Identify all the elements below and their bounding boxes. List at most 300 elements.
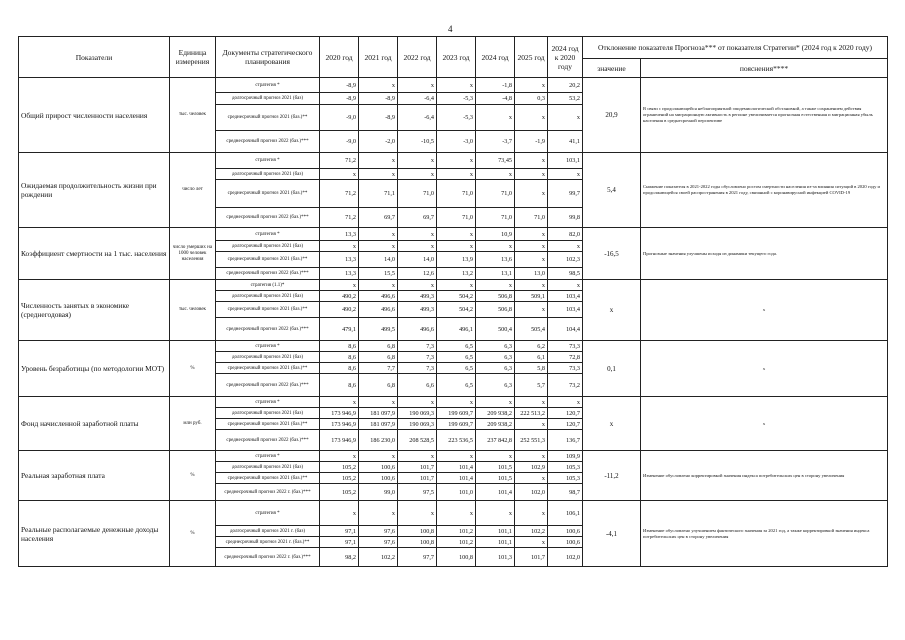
- year-value-cell: 252 551,3: [515, 430, 548, 451]
- document-name: среднесрочный прогноз 2021 (баз.)**: [216, 473, 320, 484]
- year-value-cell: 6,3: [476, 352, 515, 363]
- year-value-cell: 12,6: [398, 268, 437, 280]
- year-value-cell: 69,7: [398, 208, 437, 228]
- year-value-cell: -4,8: [476, 93, 515, 105]
- year-value-cell: 186 230,0: [359, 430, 398, 451]
- year-value-cell: 73,45: [476, 153, 515, 169]
- year-value-cell: 102,2: [515, 526, 548, 537]
- header-2024-to-2020: 2024 год к 2020 году: [548, 37, 583, 78]
- ratio-2024-2020-cell: 102,3: [548, 252, 583, 268]
- document-name: стратегия (1.1)*: [216, 280, 320, 291]
- ratio-2024-2020-cell: x: [548, 241, 583, 252]
- ratio-2024-2020-cell: 103,1: [548, 153, 583, 169]
- header-year-2023: 2023 год: [437, 37, 476, 78]
- year-value-cell: 102,0: [515, 484, 548, 501]
- year-value-cell: 101,2: [437, 526, 476, 537]
- year-value-cell: x: [398, 241, 437, 252]
- document-name: стратегия *: [216, 341, 320, 352]
- document-name: долгосрочный прогноз 2021 (баз): [216, 352, 320, 363]
- ratio-2024-2020-cell: 41,1: [548, 131, 583, 153]
- year-value-cell: 15,5: [359, 268, 398, 280]
- header-year-2021: 2021 год: [359, 37, 398, 78]
- deviation-value: x: [583, 280, 641, 341]
- table-row: [19, 228, 888, 241]
- year-value-cell: x: [398, 169, 437, 180]
- year-value-cell: 71,2: [320, 180, 359, 208]
- year-value-cell: x: [398, 153, 437, 169]
- year-value-cell: 6,3: [476, 341, 515, 352]
- year-value-cell: 101,4: [437, 473, 476, 484]
- year-value-cell: x: [515, 252, 548, 268]
- year-value-cell: 500,4: [476, 318, 515, 341]
- year-value-cell: 14,0: [398, 252, 437, 268]
- year-value-cell: 102,9: [515, 462, 548, 473]
- year-value-cell: 490,2: [320, 291, 359, 302]
- year-value-cell: 14,0: [359, 252, 398, 268]
- indicator-name: Ожидаемая продолжительность жизни при рождении: [19, 153, 170, 228]
- year-value-cell: 71,2: [320, 208, 359, 228]
- year-value-cell: x: [359, 78, 398, 93]
- year-value-cell: 237 842,8: [476, 430, 515, 451]
- header-year-2025: 2025 год: [515, 37, 548, 78]
- ratio-2024-2020-cell: 100,6: [548, 537, 583, 548]
- year-value-cell: 8,6: [320, 374, 359, 397]
- ratio-2024-2020-cell: 82,0: [548, 228, 583, 241]
- ratio-2024-2020-cell: 106,1: [548, 501, 583, 526]
- page-number: 4: [448, 24, 453, 34]
- year-value-cell: 6,5: [437, 341, 476, 352]
- year-value-cell: x: [359, 280, 398, 291]
- year-value-cell: 5,7: [515, 374, 548, 397]
- ratio-2024-2020-cell: 105,3: [548, 473, 583, 484]
- year-value-cell: 6,2: [515, 341, 548, 352]
- year-value-cell: 71,0: [437, 208, 476, 228]
- year-value-cell: 97,6: [359, 537, 398, 548]
- ratio-2024-2020-cell: x: [548, 169, 583, 180]
- year-value-cell: x: [398, 78, 437, 93]
- year-value-cell: 6,8: [359, 374, 398, 397]
- year-value-cell: 8,6: [320, 363, 359, 374]
- year-value-cell: -2,0: [359, 131, 398, 153]
- header-documents: Документы стратегического планирования: [216, 37, 320, 78]
- year-value-cell: 71,0: [437, 180, 476, 208]
- header-value: значение: [583, 59, 641, 78]
- year-value-cell: 6,5: [437, 352, 476, 363]
- ratio-2024-2020-cell: 73,2: [548, 374, 583, 397]
- table-row: [19, 153, 888, 169]
- year-value-cell: 71,1: [359, 180, 398, 208]
- year-value-cell: x: [515, 302, 548, 318]
- year-value-cell: 479,1: [320, 318, 359, 341]
- year-value-cell: -9,0: [320, 105, 359, 131]
- year-value-cell: x: [437, 78, 476, 93]
- year-value-cell: 8,6: [320, 352, 359, 363]
- year-value-cell: 6,1: [515, 352, 548, 363]
- ratio-2024-2020-cell: 53,2: [548, 93, 583, 105]
- document-name: стратегия *: [216, 501, 320, 526]
- header-year-2022: 2022 год: [398, 37, 437, 78]
- year-value-cell: x: [515, 397, 548, 408]
- indicator-name: Реальные располагаемые денежные доходы населения: [19, 501, 170, 567]
- deviation-value: -4,1: [583, 501, 641, 567]
- table-row: [19, 280, 888, 291]
- document-name: среднесрочный прогноз 2022 (баз.)***: [216, 268, 320, 280]
- indicator-unit: %: [170, 341, 216, 397]
- year-value-cell: 98,2: [320, 548, 359, 567]
- year-value-cell: 499,5: [359, 318, 398, 341]
- deviation-explanation: Изменение обусловлено корректировкой значения индекса потребительских цен в сторону увеличения: [641, 451, 888, 501]
- indicator-name: Численность занятых в экономике (среднегодовая): [19, 280, 170, 341]
- year-value-cell: 101,7: [515, 548, 548, 567]
- document-name: долгосрочный прогноз 2021 (баз): [216, 169, 320, 180]
- year-value-cell: x: [398, 228, 437, 241]
- year-value-cell: x: [476, 501, 515, 526]
- year-value-cell: 496,1: [437, 318, 476, 341]
- year-value-cell: 105,2: [320, 462, 359, 473]
- deviation-value: x: [583, 397, 641, 451]
- year-value-cell: x: [398, 280, 437, 291]
- year-value-cell: 71,0: [476, 208, 515, 228]
- year-value-cell: 101,7: [398, 462, 437, 473]
- year-value-cell: x: [320, 169, 359, 180]
- year-value-cell: 499,3: [398, 291, 437, 302]
- year-value-cell: 13,2: [437, 268, 476, 280]
- year-value-cell: x: [476, 105, 515, 131]
- document-name: стратегия *: [216, 451, 320, 462]
- year-value-cell: 7,7: [359, 363, 398, 374]
- year-value-cell: -3,0: [437, 131, 476, 153]
- year-value-cell: 181 097,9: [359, 419, 398, 430]
- year-value-cell: 6,8: [359, 341, 398, 352]
- deviation-value: -11,2: [583, 451, 641, 501]
- deviation-value: 5,4: [583, 153, 641, 228]
- ratio-2024-2020-cell: 105,3: [548, 462, 583, 473]
- year-value-cell: 199 609,7: [437, 419, 476, 430]
- year-value-cell: x: [398, 501, 437, 526]
- year-value-cell: 101,1: [476, 526, 515, 537]
- year-value-cell: 102,2: [359, 548, 398, 567]
- document-name: долгосрочный прогноз 2021 г. (баз): [216, 526, 320, 537]
- year-value-cell: x: [515, 105, 548, 131]
- year-value-cell: x: [437, 228, 476, 241]
- year-value-cell: 496,6: [398, 318, 437, 341]
- year-value-cell: 6,3: [476, 363, 515, 374]
- year-value-cell: x: [476, 451, 515, 462]
- year-value-cell: x: [515, 451, 548, 462]
- year-value-cell: 10,9: [476, 228, 515, 241]
- ratio-2024-2020-cell: 20,2: [548, 78, 583, 93]
- document-name: среднесрочный прогноз 2021 (баз.)**: [216, 302, 320, 318]
- year-value-cell: x: [359, 228, 398, 241]
- ratio-2024-2020-cell: 102,0: [548, 548, 583, 567]
- year-value-cell: x: [359, 241, 398, 252]
- year-value-cell: 8,6: [320, 341, 359, 352]
- table-row: [19, 78, 888, 93]
- year-value-cell: -5,3: [437, 93, 476, 105]
- year-value-cell: x: [437, 153, 476, 169]
- year-value-cell: 504,2: [437, 302, 476, 318]
- table-row: [19, 341, 888, 352]
- year-value-cell: 209 938,2: [476, 419, 515, 430]
- year-value-cell: -8,9: [320, 93, 359, 105]
- year-value-cell: x: [515, 473, 548, 484]
- document-name: среднесрочный прогноз 2021 (баз.)**: [216, 180, 320, 208]
- year-value-cell: 101,2: [437, 537, 476, 548]
- year-value-cell: 101,4: [476, 484, 515, 501]
- year-value-cell: 499,3: [398, 302, 437, 318]
- year-value-cell: x: [515, 78, 548, 93]
- deviation-explanation: Снижение показателя в 2021-2022 годы обусловлено ростом смертности населения из-за влияния ситуаций в 2020 году и продолжающейся своей распространения в 2021 году, связанной с коронавирусной инфекцией COVID-19: [641, 153, 888, 228]
- year-value-cell: 101,5: [476, 473, 515, 484]
- year-value-cell: 105,2: [320, 484, 359, 501]
- year-value-cell: 222 513,2: [515, 408, 548, 419]
- year-value-cell: x: [359, 501, 398, 526]
- document-name: стратегия *: [216, 78, 320, 93]
- ratio-2024-2020-cell: 73,3: [548, 341, 583, 352]
- header-year-2020: 2020 год: [320, 37, 359, 78]
- ratio-2024-2020-cell: 73,3: [548, 363, 583, 374]
- year-value-cell: x: [359, 397, 398, 408]
- document-name: среднесрочный прогноз 2022 (баз.)***: [216, 430, 320, 451]
- indicator-unit: число умерших на 1000 человек населения: [170, 228, 216, 280]
- year-value-cell: x: [359, 169, 398, 180]
- year-value-cell: x: [476, 241, 515, 252]
- header-indicators: Показатели: [19, 37, 170, 78]
- year-value-cell: 100,8: [398, 537, 437, 548]
- ratio-2024-2020-cell: 98,7: [548, 484, 583, 501]
- deviation-explanation: Прогнозные значения улучшены исходя из динамики текущего года.: [641, 228, 888, 280]
- year-value-cell: x: [359, 153, 398, 169]
- ratio-2024-2020-cell: 103,4: [548, 291, 583, 302]
- year-value-cell: 101,4: [437, 462, 476, 473]
- year-value-cell: 190 069,3: [398, 419, 437, 430]
- indicator-unit: тыс. человек: [170, 280, 216, 341]
- document-name: долгосрочный прогноз 2021 (баз): [216, 408, 320, 419]
- deviation-value: 20,9: [583, 78, 641, 153]
- ratio-2024-2020-cell: 98,5: [548, 268, 583, 280]
- year-value-cell: 6,6: [398, 374, 437, 397]
- year-value-cell: 13,1: [476, 268, 515, 280]
- ratio-2024-2020-cell: 120,7: [548, 408, 583, 419]
- year-value-cell: x: [320, 397, 359, 408]
- document-name: среднесрочный прогноз 2022 (баз.)***: [216, 208, 320, 228]
- year-value-cell: x: [320, 451, 359, 462]
- year-value-cell: x: [359, 451, 398, 462]
- ratio-2024-2020-cell: x: [548, 397, 583, 408]
- year-value-cell: 509,1: [515, 291, 548, 302]
- document-name: долгосрочный прогноз 2021 (баз): [216, 462, 320, 473]
- header-explanation: пояснения****: [641, 59, 888, 78]
- year-value-cell: 101,1: [476, 537, 515, 548]
- document-name: долгосрочный прогноз 2021 (баз): [216, 93, 320, 105]
- year-value-cell: -8,9: [359, 105, 398, 131]
- year-value-cell: x: [515, 180, 548, 208]
- year-value-cell: 173 946,9: [320, 419, 359, 430]
- year-value-cell: x: [398, 451, 437, 462]
- document-name: стратегия *: [216, 397, 320, 408]
- year-value-cell: x: [515, 153, 548, 169]
- deviation-explanation: x: [641, 280, 888, 341]
- year-value-cell: 199 609,7: [437, 408, 476, 419]
- document-name: среднесрочный прогноз 2022 (баз.)***: [216, 131, 320, 153]
- year-value-cell: 6,5: [437, 363, 476, 374]
- year-value-cell: x: [515, 280, 548, 291]
- year-value-cell: 490,2: [320, 302, 359, 318]
- ratio-2024-2020-cell: x: [548, 280, 583, 291]
- year-value-cell: 7,3: [398, 363, 437, 374]
- document-name: среднесрочный прогноз 2021 (баз.)**: [216, 105, 320, 131]
- table-row: [19, 451, 888, 462]
- year-value-cell: -8,9: [359, 93, 398, 105]
- year-value-cell: x: [476, 397, 515, 408]
- year-value-cell: x: [437, 397, 476, 408]
- document-name: среднесрочный прогноз 2021 (баз.)**: [216, 252, 320, 268]
- ratio-2024-2020-cell: 100,6: [548, 526, 583, 537]
- year-value-cell: x: [437, 169, 476, 180]
- year-value-cell: 13,6: [476, 252, 515, 268]
- year-value-cell: 100,8: [437, 548, 476, 567]
- year-value-cell: 504,2: [437, 291, 476, 302]
- document-name: среднесрочный прогноз 2022 г. (баз.)***: [216, 548, 320, 567]
- year-value-cell: 105,2: [320, 473, 359, 484]
- document-name: долгосрочный прогноз 2021 (баз): [216, 241, 320, 252]
- indicator-name: Коэффициент смертности на 1 тыс. населения: [19, 228, 170, 280]
- year-value-cell: -1,8: [476, 78, 515, 93]
- indicator-unit: %: [170, 501, 216, 567]
- ratio-2024-2020-cell: 136,7: [548, 430, 583, 451]
- year-value-cell: x: [398, 397, 437, 408]
- ratio-2024-2020-cell: x: [548, 105, 583, 131]
- header-year-2024: 2024 год: [476, 37, 515, 78]
- year-value-cell: 6,3: [476, 374, 515, 397]
- document-name: стратегия *: [216, 228, 320, 241]
- table-row: [19, 501, 888, 526]
- ratio-2024-2020-cell: 120,7: [548, 419, 583, 430]
- year-value-cell: 173 946,9: [320, 408, 359, 419]
- year-value-cell: x: [437, 501, 476, 526]
- year-value-cell: 97,7: [398, 548, 437, 567]
- indicator-unit: %: [170, 451, 216, 501]
- year-value-cell: x: [437, 241, 476, 252]
- year-value-cell: 506,8: [476, 302, 515, 318]
- year-value-cell: x: [515, 419, 548, 430]
- year-value-cell: 101,0: [437, 484, 476, 501]
- deviation-value: 0,1: [583, 341, 641, 397]
- year-value-cell: 223 536,5: [437, 430, 476, 451]
- indicators-table: [18, 36, 888, 567]
- year-value-cell: 97,5: [398, 484, 437, 501]
- year-value-cell: 209 938,2: [476, 408, 515, 419]
- ratio-2024-2020-cell: 99,8: [548, 208, 583, 228]
- year-value-cell: x: [515, 169, 548, 180]
- year-value-cell: x: [515, 537, 548, 548]
- year-value-cell: 181 097,9: [359, 408, 398, 419]
- year-value-cell: x: [515, 241, 548, 252]
- year-value-cell: 190 069,3: [398, 408, 437, 419]
- year-value-cell: x: [320, 241, 359, 252]
- year-value-cell: x: [515, 501, 548, 526]
- year-value-cell: x: [437, 451, 476, 462]
- year-value-cell: -1,9: [515, 131, 548, 153]
- year-value-cell: x: [515, 228, 548, 241]
- year-value-cell: -8,9: [320, 78, 359, 93]
- year-value-cell: 71,0: [476, 180, 515, 208]
- indicator-name: Фонд начисленной заработной платы: [19, 397, 170, 451]
- year-value-cell: 6,8: [359, 352, 398, 363]
- year-value-cell: 100,8: [398, 526, 437, 537]
- ratio-2024-2020-cell: 99,7: [548, 180, 583, 208]
- year-value-cell: 101,7: [398, 473, 437, 484]
- ratio-2024-2020-cell: 103,4: [548, 302, 583, 318]
- year-value-cell: 7,3: [398, 341, 437, 352]
- table-body: [19, 78, 888, 567]
- document-name: среднесрочный прогноз 2022 (баз.)***: [216, 374, 320, 397]
- document-name: среднесрочный прогноз 2021 (баз.)**: [216, 419, 320, 430]
- year-value-cell: 97,1: [320, 537, 359, 548]
- year-value-cell: x: [320, 280, 359, 291]
- year-value-cell: 13,3: [320, 252, 359, 268]
- year-value-cell: -5,3: [437, 105, 476, 131]
- year-value-cell: 13,9: [437, 252, 476, 268]
- year-value-cell: -9,0: [320, 131, 359, 153]
- deviation-explanation: В связи с продолжающейся неблагоприятной эпидемиологической обстановкой, а также сохранением действия ограничений на миграционную активность в регионе увеличивается прогнозная естественная и миграционная убыль населения в среднесрочной перспективе: [641, 78, 888, 153]
- deviation-explanation: Изменение обусловлено улучшением фактического значения за 2021 год, а также корректировкой значения индекса потребительских цен в сторону увеличения: [641, 501, 888, 567]
- year-value-cell: 100,6: [359, 473, 398, 484]
- indicator-unit: тыс. человек: [170, 78, 216, 153]
- indicator-name: Уровень безработицы (по методологии МОТ): [19, 341, 170, 397]
- year-value-cell: 173 946,9: [320, 430, 359, 451]
- year-value-cell: 99,0: [359, 484, 398, 501]
- year-value-cell: 13,3: [320, 268, 359, 280]
- year-value-cell: 6,5: [437, 374, 476, 397]
- year-value-cell: 505,4: [515, 318, 548, 341]
- ratio-2024-2020-cell: 104,4: [548, 318, 583, 341]
- ratio-2024-2020-cell: 72,8: [548, 352, 583, 363]
- indicator-unit: млн руб.: [170, 397, 216, 451]
- year-value-cell: 7,3: [398, 352, 437, 363]
- year-value-cell: x: [476, 169, 515, 180]
- year-value-cell: 69,7: [359, 208, 398, 228]
- year-value-cell: 13,0: [515, 268, 548, 280]
- year-value-cell: 97,6: [359, 526, 398, 537]
- document-name: среднесрочный прогноз 2021 г. (баз.)**: [216, 537, 320, 548]
- year-value-cell: 5,8: [515, 363, 548, 374]
- year-value-cell: 97,1: [320, 526, 359, 537]
- table-row: [19, 397, 888, 408]
- year-value-cell: 496,6: [359, 291, 398, 302]
- year-value-cell: 71,2: [320, 153, 359, 169]
- year-value-cell: 506,8: [476, 291, 515, 302]
- deviation-explanation: x: [641, 341, 888, 397]
- document-name: среднесрочный прогноз 2021 (баз.)**: [216, 363, 320, 374]
- year-value-cell: -6,4: [398, 105, 437, 131]
- indicator-name: Реальная заработная плата: [19, 451, 170, 501]
- year-value-cell: 71,0: [398, 180, 437, 208]
- year-value-cell: 0,3: [515, 93, 548, 105]
- deviation-explanation: x: [641, 397, 888, 451]
- document-name: долгосрочный прогноз 2021 (баз): [216, 291, 320, 302]
- indicator-unit: число лет: [170, 153, 216, 228]
- year-value-cell: x: [476, 280, 515, 291]
- year-value-cell: -3,7: [476, 131, 515, 153]
- year-value-cell: 71,0: [515, 208, 548, 228]
- document-name: среднесрочный прогноз 2022 г. (баз.)***: [216, 484, 320, 501]
- indicator-name: Общий прирост численности населения: [19, 78, 170, 153]
- year-value-cell: -6,4: [398, 93, 437, 105]
- year-value-cell: 208 528,5: [398, 430, 437, 451]
- header-unit: Единица измерения: [170, 37, 216, 78]
- year-value-cell: 101,3: [476, 548, 515, 567]
